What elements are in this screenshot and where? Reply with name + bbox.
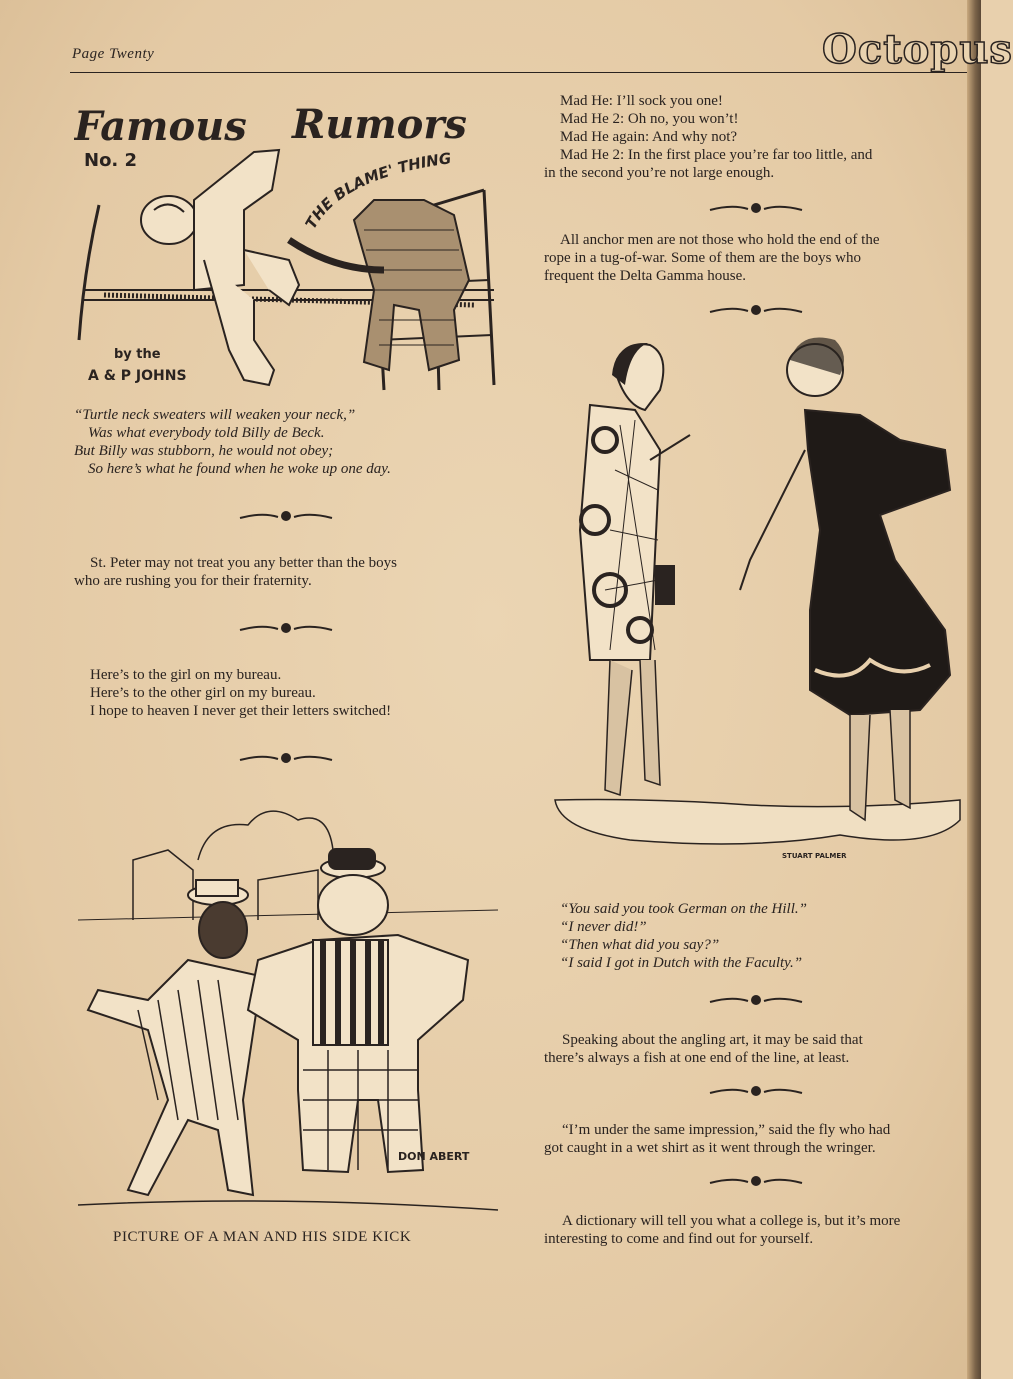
poem-billy-de-beck: [74, 406, 391, 478]
dialogue-line: Mad He again: And why not?: [560, 129, 738, 145]
joke-line: rope in a tug-of-war. Some of them are the boys who: [544, 250, 861, 266]
joke-line: A dictionary will tell you what a college is, but it’s more: [562, 1213, 901, 1229]
joke-line: Speaking about the angling art, it may be said that: [562, 1032, 863, 1048]
joke-st-peter: [74, 554, 504, 572]
joke-dictionary: [544, 1212, 900, 1248]
famous-byline-prefix: by the: [114, 347, 161, 362]
joke-line: “Then what did you say?”: [560, 937, 720, 953]
joke-line: frequent the Delta Gamma house.: [544, 268, 747, 284]
joke-anchor-men: [544, 231, 969, 285]
dialogue-line: in the second you’re not large enough.: [544, 165, 775, 181]
poem-line: Was what everybody told Billy de Beck.: [88, 425, 325, 441]
poem-line: So here’s what he found when he woke up one day.: [88, 461, 391, 477]
joke-fly: [544, 1121, 890, 1157]
poem-line: But Billy was stubborn, he would not obey;: [74, 443, 334, 459]
two-women-cartoon: [550, 330, 965, 890]
man-side-kick-drawing: [78, 800, 498, 1220]
right-cartoon-signature: STUART PALMER: [782, 852, 847, 860]
ornament-divider: [708, 1085, 804, 1099]
ornament-divider: [708, 994, 804, 1008]
poem-line: “Turtle neck sweaters will weaken your neck,”: [74, 407, 356, 423]
famous-title-word2: Rumors: [292, 101, 467, 148]
joke-line: “You said you took German on the Hill.”: [560, 901, 807, 917]
joke-line: I hope to heaven I never get their letters switched!: [90, 703, 392, 719]
joke-line: St. Peter may not treat you any better than the boys: [90, 555, 398, 571]
joke-st-peter-cont: [74, 572, 312, 590]
ornament-divider: [238, 752, 334, 766]
joke-bureau: [90, 666, 391, 720]
two-women-drawing: [550, 330, 965, 890]
joke-line: got caught in a wet shirt as it went through the wringer.: [544, 1140, 876, 1156]
famous-subtitle: THE BLAME' THING: [301, 149, 453, 232]
ornament-divider: [708, 1175, 804, 1189]
ornament-divider: [238, 510, 334, 524]
joke-german: [560, 900, 807, 972]
dialogue-line: Mad He: I’ll sock you one!: [560, 93, 723, 109]
joke-line: Here’s to the other girl on my bureau.: [90, 685, 316, 701]
dialogue-mad-he: [544, 92, 969, 182]
left-cartoon-signature: DON ABERT: [398, 1150, 470, 1163]
joke-line: “I said I got in Dutch with the Faculty.”: [560, 955, 803, 971]
joke-line: All anchor men are not those who hold the end of the: [560, 232, 880, 248]
famous-number: No. 2: [84, 150, 138, 171]
joke-line: Here’s to the girl on my bureau.: [90, 667, 282, 683]
joke-line: “I’m under the same impression,” said the fly who had: [562, 1122, 891, 1138]
famous-rumors-illustration: [74, 100, 504, 395]
famous-byline-name: A & P JOHNS: [88, 368, 187, 384]
joke-line: who are rushing you for their fraternity.: [74, 573, 312, 589]
dialogue-line: Mad He 2: In the first place you’re far too little, and: [560, 147, 873, 163]
ornament-divider: [238, 622, 334, 636]
famous-title-word1: Famous: [74, 103, 247, 150]
joke-line: “I never did!”: [560, 919, 647, 935]
page-number: Page Twenty: [72, 46, 155, 62]
header-rule: [70, 72, 967, 73]
joke-angling: [544, 1031, 863, 1067]
joke-line: interesting to come and find out for yourself.: [544, 1231, 814, 1247]
ornament-divider: [708, 202, 804, 216]
man-and-side-kick-cartoon: [78, 800, 498, 1220]
cartoon-caption: PICTURE OF A MAN AND HIS SIDE KICK: [113, 1229, 412, 1245]
joke-line: there’s always a fish at one end of the line, at least.: [544, 1050, 850, 1066]
binding-spine: [967, 0, 981, 1379]
dialogue-line: Mad He 2: Oh no, you won’t!: [560, 111, 739, 127]
magazine-title: Octopus: [822, 26, 1013, 73]
famous-rumors-drawing: [74, 100, 504, 395]
ornament-divider: [708, 304, 804, 318]
